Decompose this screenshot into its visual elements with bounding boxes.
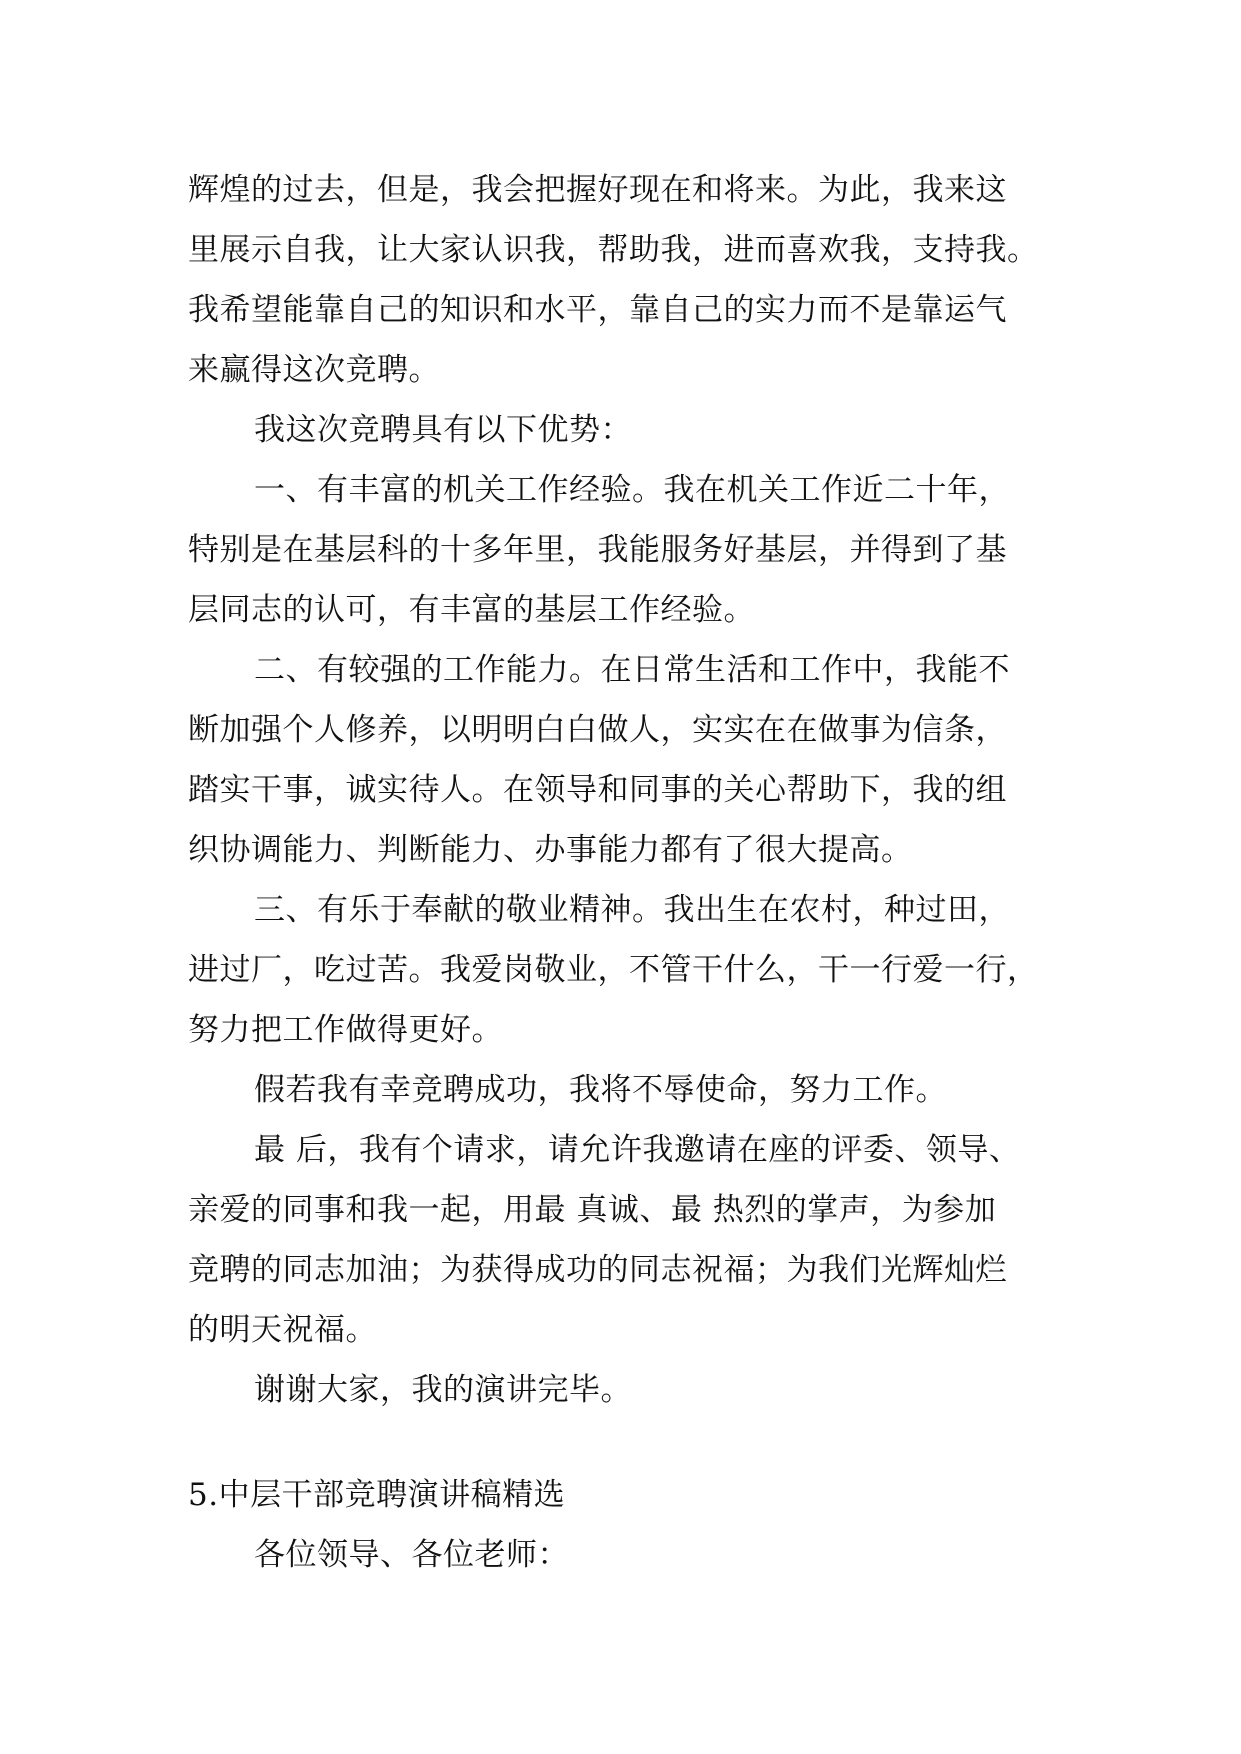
paragraph-start-line: 最 后，我有个请求，请允许我邀请在座的评委、领导、 — [254, 1132, 1021, 1168]
paragraph-start-line: 假若我有幸竞聘成功，我将不辱使命，努力工作。 — [254, 1072, 947, 1108]
body-line: 竞聘的同志加油；为获得成功的同志祝福；为我们光辉灿烂 — [188, 1252, 1007, 1288]
body-line: 来赢得这次竞聘。 — [188, 352, 440, 388]
body-line: 里展示自我，让大家认识我，帮助我，进而喜欢我，支持我。 — [188, 232, 1039, 268]
body-line: 踏实干事，诚实待人。在领导和同事的关心帮助下，我的组 — [188, 772, 1007, 808]
body-line: 我希望能靠自己的知识和水平，靠自己的实力而不是靠运气 — [188, 292, 1007, 328]
paragraph-start-line: 谢谢大家，我的演讲完毕。 — [254, 1372, 632, 1408]
body-line: 努力把工作做得更好。 — [188, 1012, 503, 1048]
paragraph-start-line: 二、有较强的工作能力。在日常生活和工作中，我能不 — [254, 652, 1010, 688]
body-line: 织协调能力、判断能力、办事能力都有了很大提高。 — [188, 832, 913, 868]
paragraph-start-line: 三、有乐于奉献的敬业精神。我出生在农村，种过田， — [254, 892, 1010, 928]
body-line: 断加强个人修养，以明明白白做人，实实在在做事为信条， — [188, 712, 1007, 748]
body-line: 的明天祝福。 — [188, 1312, 377, 1348]
section-heading: 5.中层干部竞聘演讲稿精选 — [188, 1477, 566, 1513]
salutation-line: 各位领导、各位老师： — [254, 1537, 569, 1573]
body-line: 亲爱的同事和我一起，用最 真诚、最 热烈的掌声，为参加 — [188, 1192, 997, 1228]
body-line: 辉煌的过去，但是，我会把握好现在和将来。为此，我来这 — [188, 172, 1007, 208]
body-line: 层同志的认可，有丰富的基层工作经验。 — [188, 592, 755, 628]
body-line: 进过厂，吃过苦。我爱岗敬业，不管干什么，干一行爱一行， — [188, 952, 1039, 988]
paragraph-start-line: 一、有丰富的机关工作经验。我在机关工作近二十年， — [254, 472, 1010, 508]
body-line: 特别是在基层科的十多年里，我能服务好基层，并得到了基 — [188, 532, 1007, 568]
paragraph-start-line: 我这次竞聘具有以下优势： — [254, 412, 632, 448]
